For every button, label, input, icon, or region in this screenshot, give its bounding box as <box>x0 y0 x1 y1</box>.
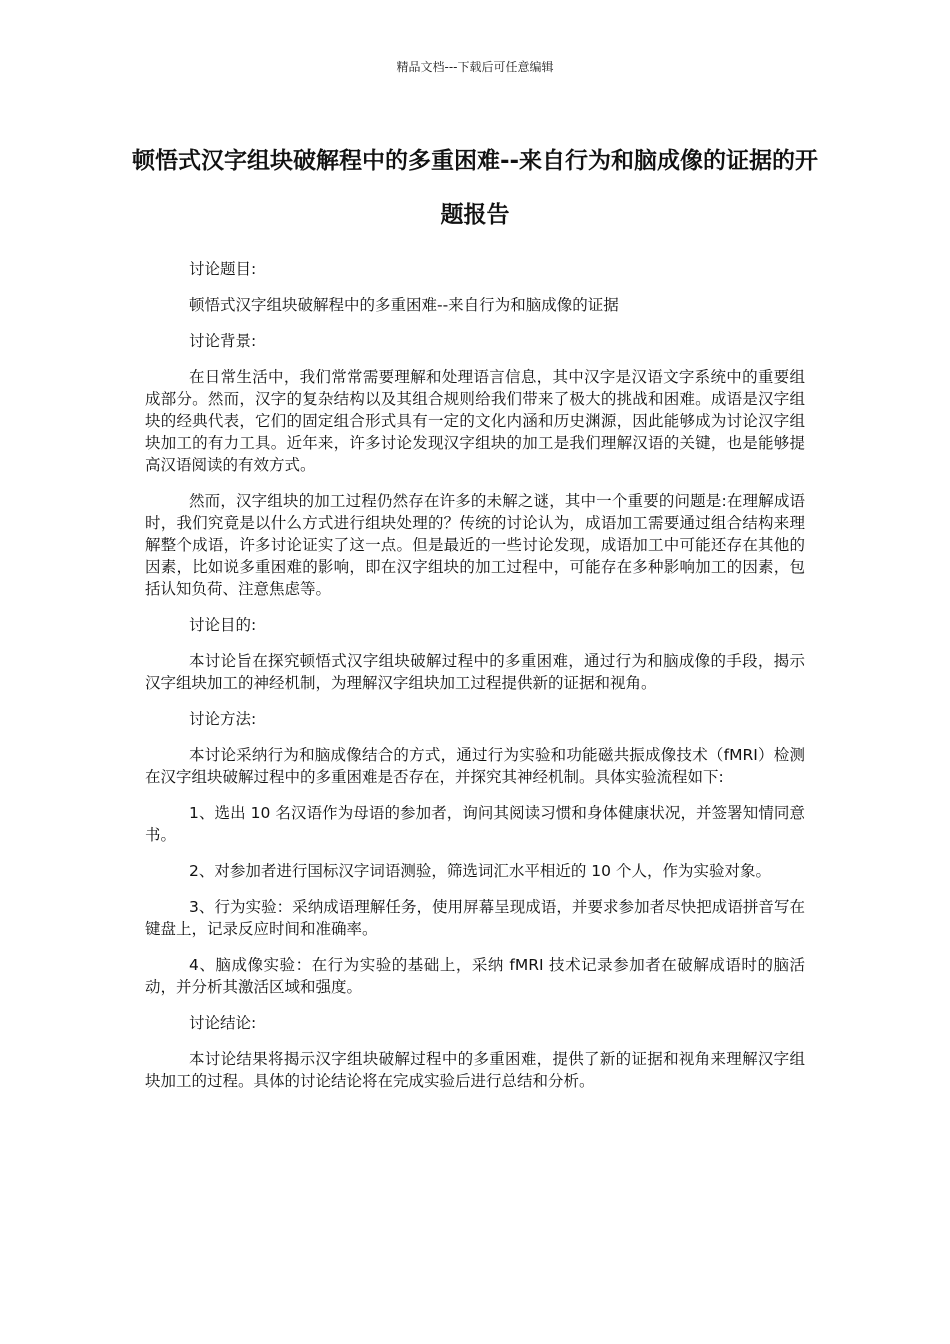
method-step-3: 3、行为实验：采纳成语理解任务，使用屏幕呈现成语，并要求参加者尽快把成语拼音写在键盘上，记录反应时间和准确率。 <box>145 898 805 938</box>
heading-method: 讨论方法: <box>189 710 257 728</box>
background-paragraph-2: 然而，汉字组块的加工过程仍然存在许多的未解之谜，其中一个重要的问题是:在理解成语时，我们究竟是以什么方式进行组块处理的？传统的讨论认为，成语加工需要通过组合结构来理解整个成语，许多讨论证实了这一点。但是最近的一些讨论发现，成语加工中可能还存在其他的因素，比如说多重困难的影响，即在汉字组块的加工过程中，可能存在多种影响加工的因素，包括认知负荷、注意焦虑等。 <box>145 492 805 598</box>
document-body <box>145 258 805 1106</box>
method-step-4: 4、脑成像实验：在行为实验的基础上，采纳 fMRI 技术记录参加者在破解成语时的脑活动，并分析其激活区域和强度。 <box>145 956 805 996</box>
topic-text: 顿悟式汉字组块破解程中的多重困难--来自行为和脑成像的证据 <box>189 296 619 314</box>
method-step-1: 1、选出 10 名汉语作为母语的参加者，询问其阅读习惯和身体健康状况，并签署知情同意书。 <box>145 804 805 844</box>
document-title: 顿悟式汉字组块破解程中的多重困难--来自行为和脑成像的证据的开题报告 <box>131 148 819 228</box>
heading-topic: 讨论题目: <box>189 260 257 278</box>
heading-conclusion: 讨论结论: <box>189 1014 257 1032</box>
background-paragraph-1: 在日常生活中，我们常常需要理解和处理语言信息，其中汉字是汉语文字系统中的重要组成部分。然而，汉字的复杂结构以及其组合规则给我们带来了极大的挑战和困难。成语是汉字组块的经典代表，它们的固定组合形式具有一定的文化内涵和历史渊源，因此能够成为讨论汉字组块加工的有力工具。近年来，许多讨论发现汉字组块的加工是我们理解汉语的关键，也是能够提高汉语阅读的有效方式。 <box>145 368 805 474</box>
method-step-2: 2、对参加者进行国标汉字词语测验，筛选词汇水平相近的 10 个人，作为实验对象。 <box>189 862 771 880</box>
conclusion-paragraph: 本讨论结果将揭示汉字组块破解过程中的多重困难，提供了新的证据和视角来理解汉字组块加工的过程。具体的讨论结论将在完成实验后进行总结和分析。 <box>145 1050 805 1090</box>
heading-background: 讨论背景: <box>189 332 257 350</box>
heading-purpose: 讨论目的: <box>189 616 257 634</box>
page-header: 精品文档---下载后可任意编辑 <box>396 60 554 74</box>
method-paragraph: 本讨论采纳行为和脑成像结合的方式，通过行为实验和功能磁共振成像技术（fMRI）检测在汉字组块破解过程中的多重困难是否存在，并探究其神经机制。具体实验流程如下: <box>145 746 805 786</box>
purpose-paragraph: 本讨论旨在探究顿悟式汉字组块破解过程中的多重困难，通过行为和脑成像的手段，揭示汉字组块加工的神经机制，为理解汉字组块加工过程提供新的证据和视角。 <box>145 652 805 692</box>
